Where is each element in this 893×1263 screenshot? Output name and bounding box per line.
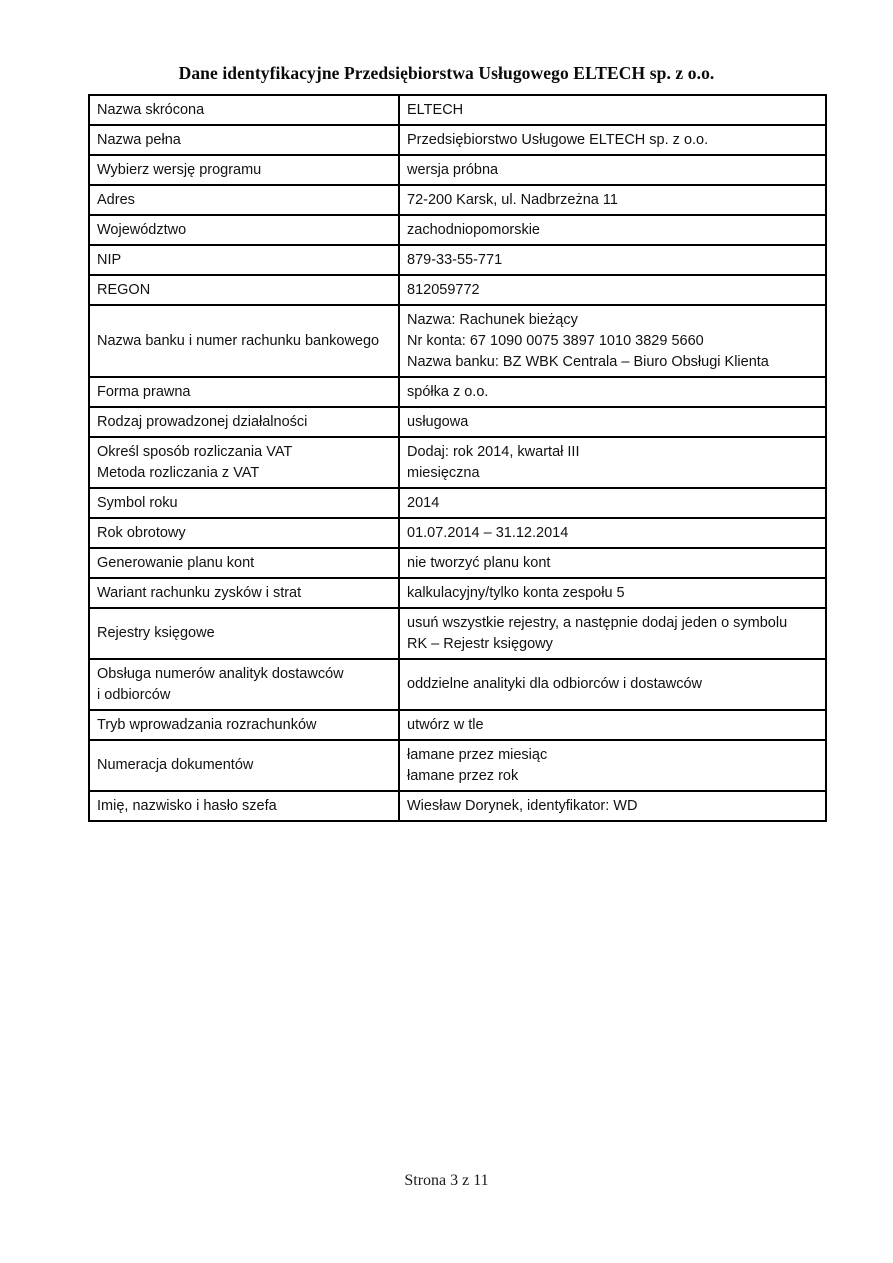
label-cell [89,185,399,215]
cell-line: Obsługa numerów analityk dostawców [97,665,344,682]
value-cell [399,305,826,377]
cell-line: Tryb wprowadzania rozrachunków [97,716,317,733]
table-row [89,245,826,275]
label-cell [89,377,399,407]
value-cell [399,740,826,791]
cell-line: Rodzaj prowadzonej działalności [97,413,308,430]
label-cell [89,518,399,548]
table-row [89,791,826,821]
cell-line: Nr konta: 67 1090 0075 3897 1010 3829 5660 [407,332,704,349]
value-cell [399,185,826,215]
value-cell [399,578,826,608]
label-cell [89,305,399,377]
table-row [89,215,826,245]
cell-line: REGON [97,281,151,298]
label-cell [89,791,399,821]
cell-line: łamane przez rok [407,767,519,784]
table-row [89,377,826,407]
value-cell [399,125,826,155]
table-row [89,95,826,125]
table-row [89,740,826,791]
cell-line: Wybierz wersję programu [97,161,262,178]
label-cell [89,608,399,659]
label-cell [89,740,399,791]
table-row [89,710,826,740]
table-row [89,407,826,437]
label-cell [89,437,399,488]
cell-line: usuń wszystkie rejestry, a następnie dodaj jeden o symbolu [407,614,788,631]
label-cell [89,275,399,305]
cell-line: Numeracja dokumentów [97,757,254,773]
value-cell [399,95,826,125]
label-cell [89,548,399,578]
label-cell [89,125,399,155]
value-cell [399,215,826,245]
value-cell [399,155,826,185]
table-row [89,125,826,155]
label-cell [89,95,399,125]
table-row [89,275,826,305]
cell-line: utwórz w tle [407,716,484,733]
cell-line: Nazwa: Rachunek bieżący [407,311,578,328]
value-cell [399,407,826,437]
value-cell [399,548,826,578]
cell-line: Województwo [97,221,187,238]
table-row [89,518,826,548]
page-title: Dane identyfikacyjne Przedsiębiorstwa Usługowego ELTECH sp. z o.o. [178,63,715,83]
table-row [89,548,826,578]
cell-line: Nazwa skrócona [97,101,205,118]
label-cell [89,155,399,185]
cell-line: Nazwa banku: BZ WBK Centrala – Biuro Obsługi Klienta [407,353,769,370]
cell-line: Adres [97,191,135,208]
value-cell [399,488,826,518]
cell-line: ELTECH [407,101,464,118]
cell-line: Imię, nazwisko i hasło szefa [97,797,277,814]
value-cell [399,275,826,305]
label-cell [89,488,399,518]
value-cell [399,659,826,710]
value-cell [399,710,826,740]
cell-line: kalkulacyjny/tylko konta zespołu 5 [407,584,625,601]
cell-line: Przedsiębiorstwo Usługowe ELTECH sp. z o.o. [407,131,709,148]
cell-line: usługowa [407,413,469,430]
cell-line: i odbiorców [97,686,171,703]
cell-line: miesięczna [407,464,480,481]
table-row [89,185,826,215]
value-cell [399,518,826,548]
value-cell [399,377,826,407]
cell-line: łamane przez miesiąc [407,746,548,763]
cell-line: Forma prawna [97,383,191,400]
cell-line: Metoda rozliczania z VAT [97,464,260,481]
value-cell [399,791,826,821]
table-row [89,659,826,710]
cell-line: oddzielne analityki dla odbiorców i dostawców [407,676,702,692]
cell-line: RK – Rejestr księgowy [407,635,553,652]
table-row [89,437,826,488]
cell-line: zachodniopomorskie [407,221,540,238]
value-cell [399,608,826,659]
cell-line: Wiesław Dorynek, identyfikator: WD [407,797,638,814]
table-row [89,608,826,659]
label-cell [89,659,399,710]
cell-line: 01.07.2014 – 31.12.2014 [407,524,569,541]
cell-line: Dodaj: rok 2014, kwartał III [407,443,580,460]
cell-line: Nazwa pełna [97,131,181,148]
label-cell [89,245,399,275]
cell-line: 812059772 [407,281,480,298]
label-cell [89,710,399,740]
cell-line: Symbol roku [97,494,178,511]
value-cell [399,437,826,488]
cell-line: Generowanie planu kont [97,554,255,571]
table-row [89,578,826,608]
cell-line: wersja próbna [407,161,499,178]
cell-line: Nazwa banku i numer rachunku bankowego [97,332,380,349]
cell-line: Określ sposób rozliczania VAT [97,443,293,460]
page-footer: Strona 3 z 11 [404,1172,489,1189]
cell-line: Rok obrotowy [97,524,186,541]
label-cell [89,215,399,245]
table-row [89,488,826,518]
cell-line: 879-33-55-771 [407,251,503,268]
table-row [89,155,826,185]
cell-line: NIP [97,251,122,268]
label-cell [89,578,399,608]
cell-line: 2014 [407,494,440,511]
label-cell [89,407,399,437]
cell-line: Wariant rachunku zysków i strat [97,584,302,601]
cell-line: Rejestry księgowe [97,625,215,641]
identification-table-body [89,95,826,821]
cell-line: spółka z o.o. [407,383,489,400]
cell-line: 72-200 Karsk, ul. Nadbrzeżna 11 [407,191,618,208]
identification-table [88,94,827,822]
table-row [89,305,826,377]
cell-line: nie tworzyć planu kont [407,554,551,571]
value-cell [399,245,826,275]
